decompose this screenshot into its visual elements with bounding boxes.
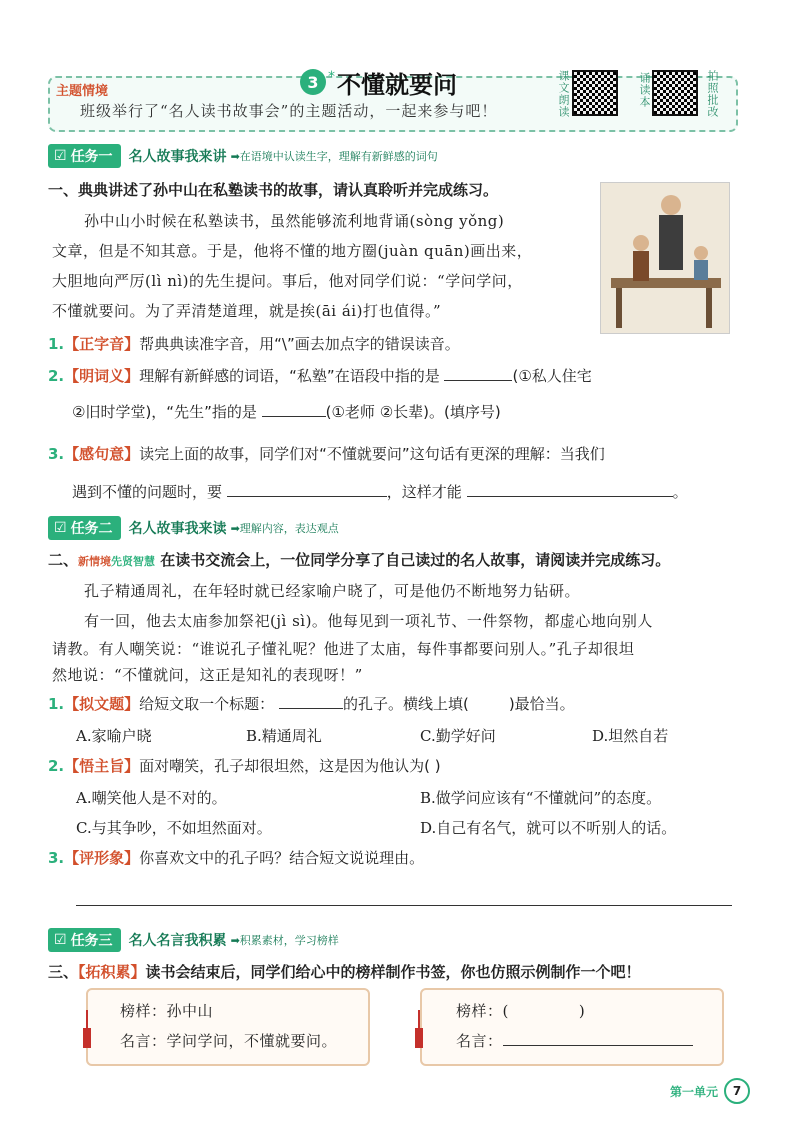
- task2-passage-line-4: 然地说：“不懂就问，这正是知礼的表现呀！”: [52, 666, 363, 684]
- task2-q1-option-b[interactable]: B.精通周礼: [246, 727, 322, 745]
- theme-tag: 主题情境: [56, 84, 109, 99]
- task2-heading: 二、新情境先贤智慧 在读书交流会上，一位同学分享了自己读过的名人故事，请阅读并完成练习。: [48, 551, 671, 569]
- task2-name: 名人故事我来读: [128, 521, 227, 537]
- lesson-title-group: [300, 62, 457, 102]
- task1-passage-line-1: 孙中山小时候在私塾读书，虽然能够流利地背诵(sòng yǒng): [84, 212, 505, 230]
- task2-sub: ➡理解内容，表达观点: [230, 522, 339, 535]
- task2-passage-line-2: 有一回，他去太庙参加祭祀(jì sì)。他每见到一项礼节、一件祭物，都虚心地向别人: [84, 612, 653, 630]
- task3-tag: ☑ 任务三: [48, 928, 121, 952]
- task1-q2-blank2[interactable]: [262, 402, 326, 417]
- task3-bar: [48, 928, 339, 952]
- task1-q2-cont: ②旧时学堂)，“先生”指的是 (①老师 ②长辈)。(填序号): [72, 403, 501, 421]
- task1-passage-line-3: 大胆地向严厉(lì nì)的先生提问。事后，他对同学们说：“学问学问，: [52, 272, 523, 290]
- lesson-star: *: [328, 69, 335, 85]
- qr-label-photo: 拍照批改: [706, 70, 719, 118]
- task1-q3-cont: 遇到不懂的问题时，要 ，这样才能 。: [72, 483, 688, 501]
- task1-q3-blank1[interactable]: [227, 482, 387, 497]
- task2-q3-answer-line[interactable]: [76, 905, 732, 906]
- task3-heading: 三、【拓积累】读书会结束后，同学们给心中的榜样制作书签，你也仿照示例制作一个吧！: [48, 963, 641, 981]
- task3-name: 名人名言我积累: [128, 933, 227, 949]
- task1-name: 名人故事我来讲: [128, 149, 227, 165]
- bookmark-example-role-model: 榜样：孙中山: [120, 1002, 214, 1020]
- task2-q1-option-a[interactable]: A.家喻户晓: [76, 727, 152, 745]
- task2-q2: 2.【悟主旨】面对嘲笑，孔子却很坦然，这是因为他认为( ): [48, 757, 441, 775]
- task2-q3: 3.【评形象】你喜欢文中的孔子吗？结合短文说说理由。: [48, 849, 425, 867]
- page-number: 7: [724, 1078, 750, 1104]
- task2-q2-option-b[interactable]: B.做学问应该有“不懂就问”的态度。: [420, 789, 662, 807]
- theme-intro: 班级举行了“名人读书故事会”的主题活动，一起来参与吧！: [80, 102, 498, 120]
- qr-label-recite: 诵读本: [638, 72, 651, 108]
- task2-tag: ☑ 任务二: [48, 516, 121, 540]
- tassel-icon: [410, 1010, 428, 1050]
- tassel-icon: [78, 1010, 96, 1050]
- task1-heading: 一、典典讲述了孙中山在私塾读书的故事，请认真聆听并完成练习。: [48, 181, 499, 199]
- bookmark-blank-role-model: 榜样：( ): [456, 1002, 586, 1020]
- task1-tag: ☑ 任务一: [48, 144, 121, 168]
- task2-q2-option-a[interactable]: A.嘲笑他人是不对的。: [76, 789, 227, 807]
- task2-q1: 1.【拟文题】给短文取一个标题： 的孔子。横线上填( )最恰当。: [48, 695, 575, 713]
- lesson-number: 3: [300, 69, 326, 95]
- task1-passage-line-2: 文章，但是不知其意。于是，他将不懂的地方圈(juàn quān)画出来，: [52, 242, 533, 260]
- task1-q1: 1.【正字音】帮典典读准字音，用“\”画去加点字的错误读音。: [48, 335, 460, 353]
- page-footer: [670, 1078, 750, 1104]
- lesson-title: 不懂就要问: [337, 70, 457, 99]
- task2-q2-option-d[interactable]: D.自己有名气，就可以不听别人的话。: [420, 819, 677, 837]
- bookmark-example-quote: 名言：学问学问，不懂就要问。: [120, 1032, 338, 1050]
- task2-q1-option-c[interactable]: C.勤学好问: [420, 727, 496, 745]
- qr-label-reading: 课文朗读: [557, 70, 570, 118]
- unit-label: 第一单元: [669, 1084, 718, 1099]
- sun-yatsen-illustration: [600, 182, 730, 334]
- task1-sub: ➡在语境中认读生字，理解有新鲜感的词句: [230, 150, 438, 163]
- bookmark-quote-blank[interactable]: [503, 1031, 693, 1046]
- task3-sub: ➡积累素材，学习榜样: [230, 934, 339, 947]
- task1-passage-line-4: 不懂就要问。为了弄清楚道理，就是挨(āi ái)打也值得。”: [52, 302, 442, 320]
- task1-q2-blank1[interactable]: [444, 366, 512, 381]
- bookmark-blank-quote: 名言：: [456, 1030, 693, 1051]
- task2-q2-option-c[interactable]: C.与其争吵，不如坦然面对。: [76, 819, 272, 837]
- task2-q1-blank[interactable]: [279, 694, 343, 709]
- task2-passage-line-1: 孔子精通周礼，在年轻时就已经家喻户晓了，可是他仍不断地努力钻研。: [84, 582, 581, 600]
- classroom-scene-icon: [601, 183, 729, 333]
- task1-q2: 2.【明词义】理解有新鲜感的词语，“私塾”在语段中指的是 (①私人住宅: [48, 367, 592, 385]
- task1-q3-blank2[interactable]: [467, 482, 673, 497]
- task1-q3: 3.【感句意】读完上面的故事，同学们对“不懂就要问”这句话有更深的理解：当我们: [48, 445, 605, 463]
- task2-passage-line-3: 请教。有人嘲笑说：“谁说孔子懂礼呢？他进了太庙，每件事都要问别人。”孔子却很坦: [52, 640, 635, 658]
- task2-q1-option-d[interactable]: D.坦然自若: [592, 727, 669, 745]
- qr-code-reading[interactable]: [572, 70, 618, 116]
- task2-bar: [48, 516, 339, 540]
- qr-code-correct[interactable]: [652, 70, 698, 116]
- task1-bar: [48, 144, 438, 168]
